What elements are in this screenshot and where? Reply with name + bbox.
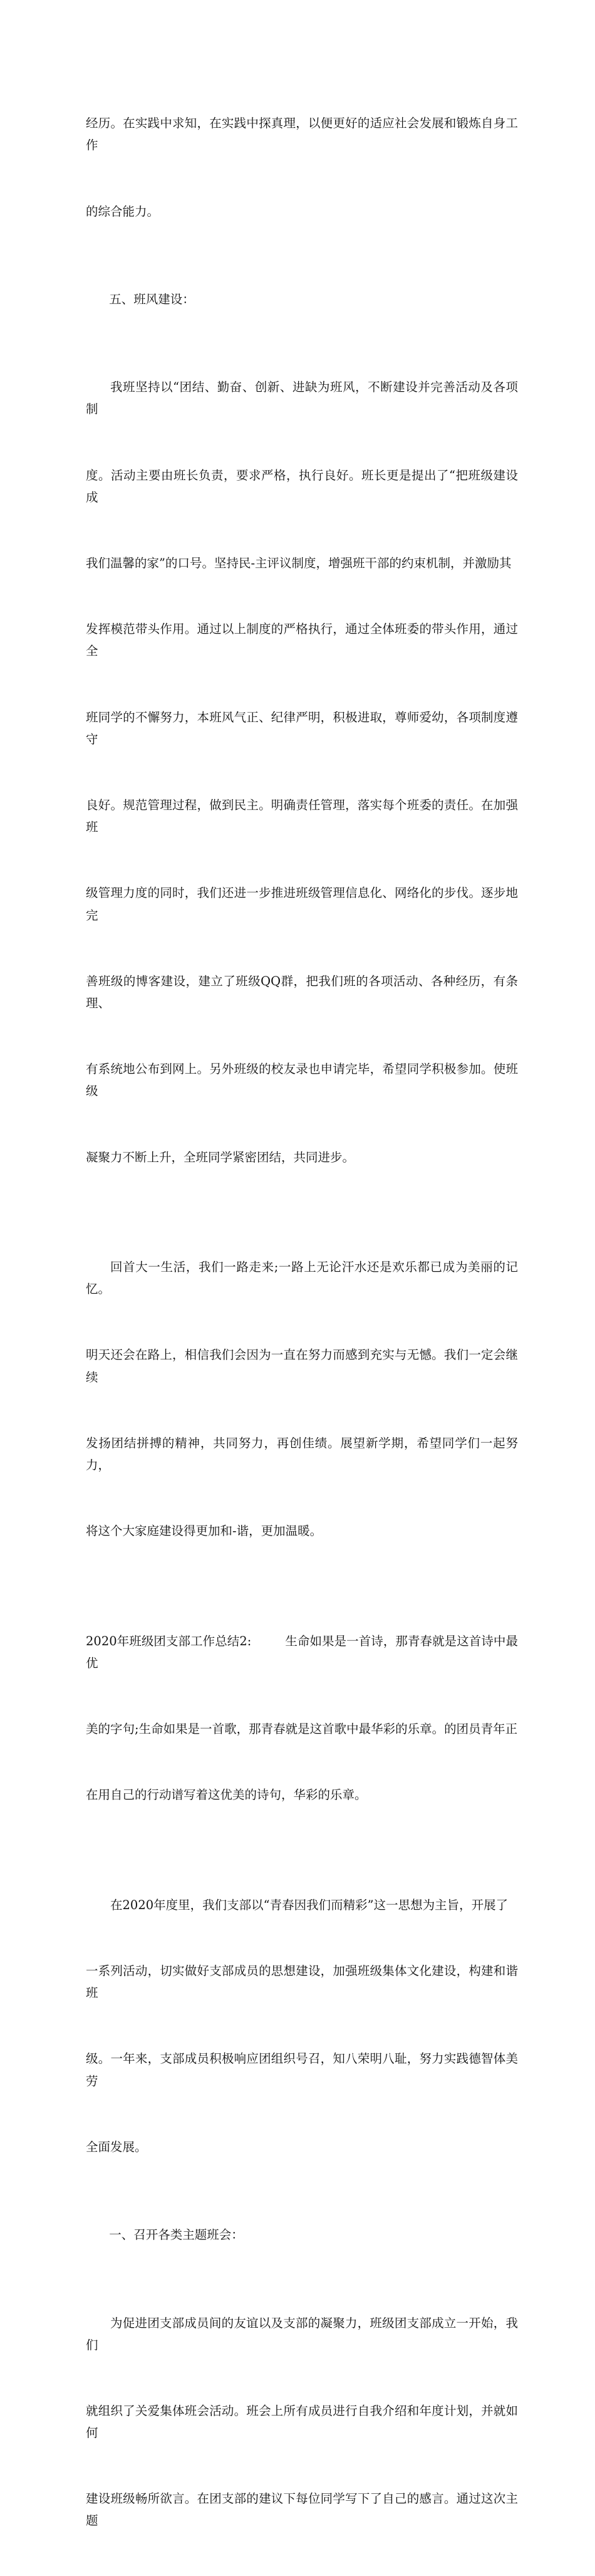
text-line: 回首大一生活，我们一路走来;一路上无论汗水还是欢乐都已成为美丽的记忆。: [86, 1260, 518, 1297]
text-line: 发扬团结拼搏的精神，共同努力，再创佳绩。展望新学期，希望同学们一起努力，: [86, 1435, 518, 1472]
text-line: 在用自己的行动谱写着这优美的诗句，华彩的乐章。: [86, 1788, 367, 1803]
text-line: 善班级的博客建设，建立了班级QQ群，把我们班的各项活动、各种经历，有条理、: [86, 973, 518, 1010]
text-line: 一系列活动，切实做好支部成员的思想建设，加强班级集体文化建设，构建和谐班: [86, 1964, 518, 2001]
text-line: 班同学的不懈努力，本班风气正、纪律严明，积极进取，尊师爱幼，各项制度遵守: [86, 709, 518, 746]
text-line: 建设班级畅所欲言。在团支部的建议下每位同学写下了自己的感言。通过这次主题: [86, 2491, 518, 2528]
text-line: 有系统地公布到网上。另外班级的校友录也申请完毕，希望同学积极参加。使班级: [86, 1062, 518, 1099]
heading-text: 五、班风建设：: [109, 291, 195, 306]
paragraph-class-meeting: [86, 2268, 518, 2575]
text-line: 在2020年度里，我们支部以“青春因我们而精彩”这一思想为主旨，开展了: [110, 1897, 509, 1912]
paragraph-summary-2: [86, 1586, 518, 1850]
summary-first-line: 生命如果是一首诗，那青春就是这首诗中最优: [86, 1633, 518, 1670]
text-line: 经历。在实践中求知，在实践中探真理，以便更好的适应社会发展和锻炼自身工作: [86, 116, 518, 153]
section-heading-class-style: [86, 266, 518, 332]
heading-text: 一、召开各类主题班会：: [109, 2228, 244, 2243]
paragraph-continuation: [86, 68, 518, 266]
text-line: 的综合能力。: [86, 204, 160, 219]
text-line: 我们温馨的家”的口号。坚持民-主评议制度，增强班干部的约束机制，并激励其: [86, 556, 512, 571]
text-line: 美的字句;生命如果是一首歌，那青春就是这首歌中最华彩的乐章。的团员青年正: [86, 1722, 518, 1737]
text-line: 将这个大家庭建设得更加和-谐，更加温暖。: [86, 1524, 323, 1539]
paragraph-looking-back: [86, 1212, 518, 1586]
paragraph-class-style: [86, 332, 518, 1212]
text-line: 全面发展。: [86, 2139, 147, 2154]
text-line: 良好。规范管理过程，做到民主。明确责任管理，落实每个班委的责任。在加强班: [86, 798, 518, 835]
section-heading-theme-meetings: [86, 2202, 518, 2268]
text-line: 级管理力度的同时，我们还进一步推进班级管理信息化、网络化的步伐。逐步地完: [86, 886, 518, 923]
paragraph-year-2020: [86, 1850, 518, 2202]
text-line: 度。活动主要由班长负责，要求严格，执行良好。班长更是提出了“把班级建设成: [86, 468, 518, 505]
summary-title: 2020年班级团支部工作总结2:: [86, 1633, 252, 1648]
text-line: [86, 1630, 518, 1674]
text-line: 我班坚持以“团结、勤奋、创新、进缺为班风，不断建设并完善活动及各项制: [86, 380, 518, 417]
text-line: 凝聚力不断上升，全班同学紧密团结，共同进步。: [86, 1149, 355, 1165]
text-line: 为促进团支部成员间的友谊以及支部的凝聚力，班级团支部成立一开始，我们: [86, 2315, 518, 2352]
text-line: 发挥模范带头作用。通过以上制度的严格执行，通过全体班委的带头作用，通过全: [86, 622, 518, 659]
text-line: 级。一年来，支部成员积极响应团组织号召，知八荣明八耻，努力实践德智体美劳: [86, 2051, 518, 2088]
document-body: [86, 68, 518, 2576]
text-line: 明天还会在路上，相信我们会因为一直在努力而感到充实与无憾。我们一定会继续: [86, 1348, 518, 1385]
text-line: 就组织了关爱集体班会活动。班会上所有成员进行自我介绍和年度计划，并就如何: [86, 2403, 518, 2441]
